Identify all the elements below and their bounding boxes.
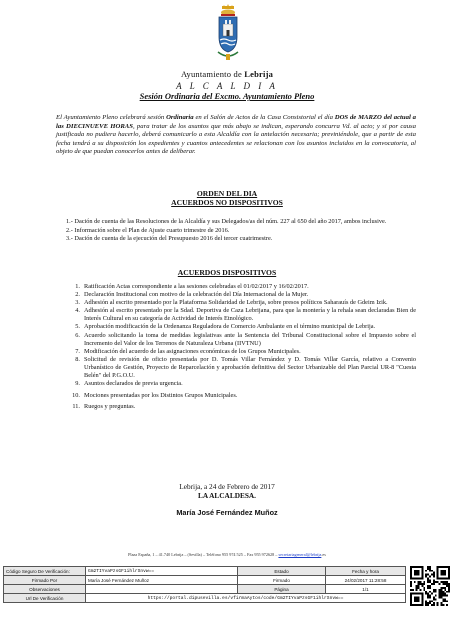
observaciones-label: Observaciones — [4, 585, 86, 594]
footer-email-link[interactable]: secretariageneral@lebrija — [278, 552, 322, 557]
verification-table — [3, 566, 406, 603]
list-item: 3. Adhesión al escrito presentado por la Plataforma Solidaridad de Lebrija, sobre presos políticos Saharauís de Gdeim Izik. — [75, 299, 388, 307]
list-item: 7. Modificación del acuerdo de las asignaciones económicas de los Grupos Municipales. — [75, 347, 301, 355]
firmado-status: Firmado — [238, 576, 326, 585]
sesion-title: Sesión Ordinaria del Excmo. Ayuntamiento Pleno — [139, 91, 315, 101]
list-item: 3.- Dación de cuenta de la ejecución del Presupuesto 2016 del tercer cuatrimestre. — [66, 235, 273, 243]
table-row — [4, 594, 406, 603]
codigo-value: Gm2TIYvaPzsGF1ihlrSnvw== — [86, 567, 238, 576]
list-item: 8. Solicitud de revisión de oficio presentada por D. Tomás Villar Fernández y D. Tomás Villar García, relativo a Convenio Urbanístico de Gestión, Proyecto de Reparcelación y aprobación definitiva del Sector Urbanizable del Plan Parcial UR-8 "Cuesta Belén" del P.G.O.U. — [75, 355, 416, 380]
coat-of-arms-icon — [213, 4, 243, 64]
signature-role: LA ALCALDESA. — [198, 491, 256, 500]
no-dispositivos-list — [66, 218, 414, 244]
dispositivos-heading: ACUERDOS DISPOSITIVOS — [177, 268, 277, 277]
table-row — [4, 585, 406, 594]
firmado-por-label: Firmado Por — [4, 576, 86, 585]
estado-label: Estado — [238, 567, 326, 576]
orden-del-dia-heading: ORDEN DEL DIA ACUERDOS NO DISPOSITIVOS — [171, 189, 283, 207]
footer-address: Plaza España, 1 – 41.740 Lebrija – (Sevilla) – Teléfono 955 974 525 – Fax 955 972628 – secretariageneral@lebrija.es — [128, 552, 326, 557]
list-item: 2.- Información sobre el Plan de Ajuste cuarto trimestre de 2016. — [66, 226, 230, 234]
firmado-fecha: 24/02/2017 11:28:58 — [326, 576, 406, 585]
signature-date: Lebrija, a 24 de Febrero de 2017 — [179, 482, 275, 491]
ayuntamiento-title: Ayuntamiento de Lebrija — [180, 69, 274, 79]
list-item: 10. Mociones presentadas por los Distintos Grupos Municipales. — [72, 391, 238, 399]
table-row — [4, 567, 406, 576]
codigo-label: Código Seguro De Verificación: — [4, 567, 86, 576]
list-item: 1.- Dación de cuenta de las Resoluciones de la Alcaldía y sus Delegados/as del núm. 227 al 650 del año 2017, ambos inclusive. — [66, 218, 387, 225]
list-item: 2. Declaración Institucional con motivo de la celebración del Día Internacional de la Mujer. — [75, 291, 309, 299]
list-item: 5. Aprobación modificación de la Ordenanza Reguladora de Comercio Ambulante en el término municipal de Lebrija. — [75, 323, 376, 331]
list-item: 4. Adhesión al escrito presentado por la Sdad. Deportiva de Caza Lebrijana, para que la montería y la rehala sean declaradas Bien de Interés Cultural en su categoría de Actividad de Interés Etnológico. — [75, 307, 416, 323]
qr-code-icon — [410, 566, 450, 606]
pagina-value: 1/1 — [326, 585, 406, 594]
list-item: 1. Ratificación Actas correspondiente a las sesiones celebradas el 01/02/2017 y 16/02/2017. — [75, 283, 309, 290]
alcaldia-title: A L C A L D I A — [176, 81, 278, 91]
fecha-hora-label: Fecha y hora — [326, 567, 406, 576]
list-item: 9. Asuntos declarados de previa urgencia. — [75, 380, 183, 388]
verification-url-link[interactable]: https://portal.dipusevilla.es/vfirmaAytos/code/Gm2TIYvaPzsGF1ihlrSnvw== — [86, 594, 406, 603]
list-item: 6. Acuerdo solicitando la toma de medidas legislativas ante la Sentencia del Tribunal Constitucional sobre el Impuesto sobre el Incremento del Valor de los Terrenos de Naturaleza Urbana (IIVTNU) — [75, 331, 416, 347]
list-item: 11. Ruegos y preguntas. — [72, 403, 136, 411]
signature-name: María José Fernández Muñoz — [176, 508, 278, 517]
observaciones-value — [86, 585, 238, 594]
url-label: Url De Verificación — [4, 594, 86, 603]
pagina-label: Página — [238, 585, 326, 594]
table-row — [4, 576, 406, 585]
intro-paragraph: El Ayuntamiento Pleno celebrará sesión Ordinaria en el Salón de Actos de la Casa Consistorial el día DOS de MARZO del actual a las DIECINUEVE HORAS, para tratar de los asuntos que más abajo se indican, esperando concurra Vd. al acto; y si por causa justificada no pudiera hacerlo, deberá comunicarlo a esta Alcaldía con la antelación necesaria; previniéndole, que a partir de esta fecha tendrá a su disposición los expedientes y cuantos antecedentes se relacionan con los asuntos incluidos en la convocatoria, al objeto de que puedan conocerlos antes de deliberar. — [56, 114, 416, 156]
firmado-por-value: María José Fernández Muñoz — [86, 576, 238, 585]
dispositivos-list — [72, 283, 416, 411]
